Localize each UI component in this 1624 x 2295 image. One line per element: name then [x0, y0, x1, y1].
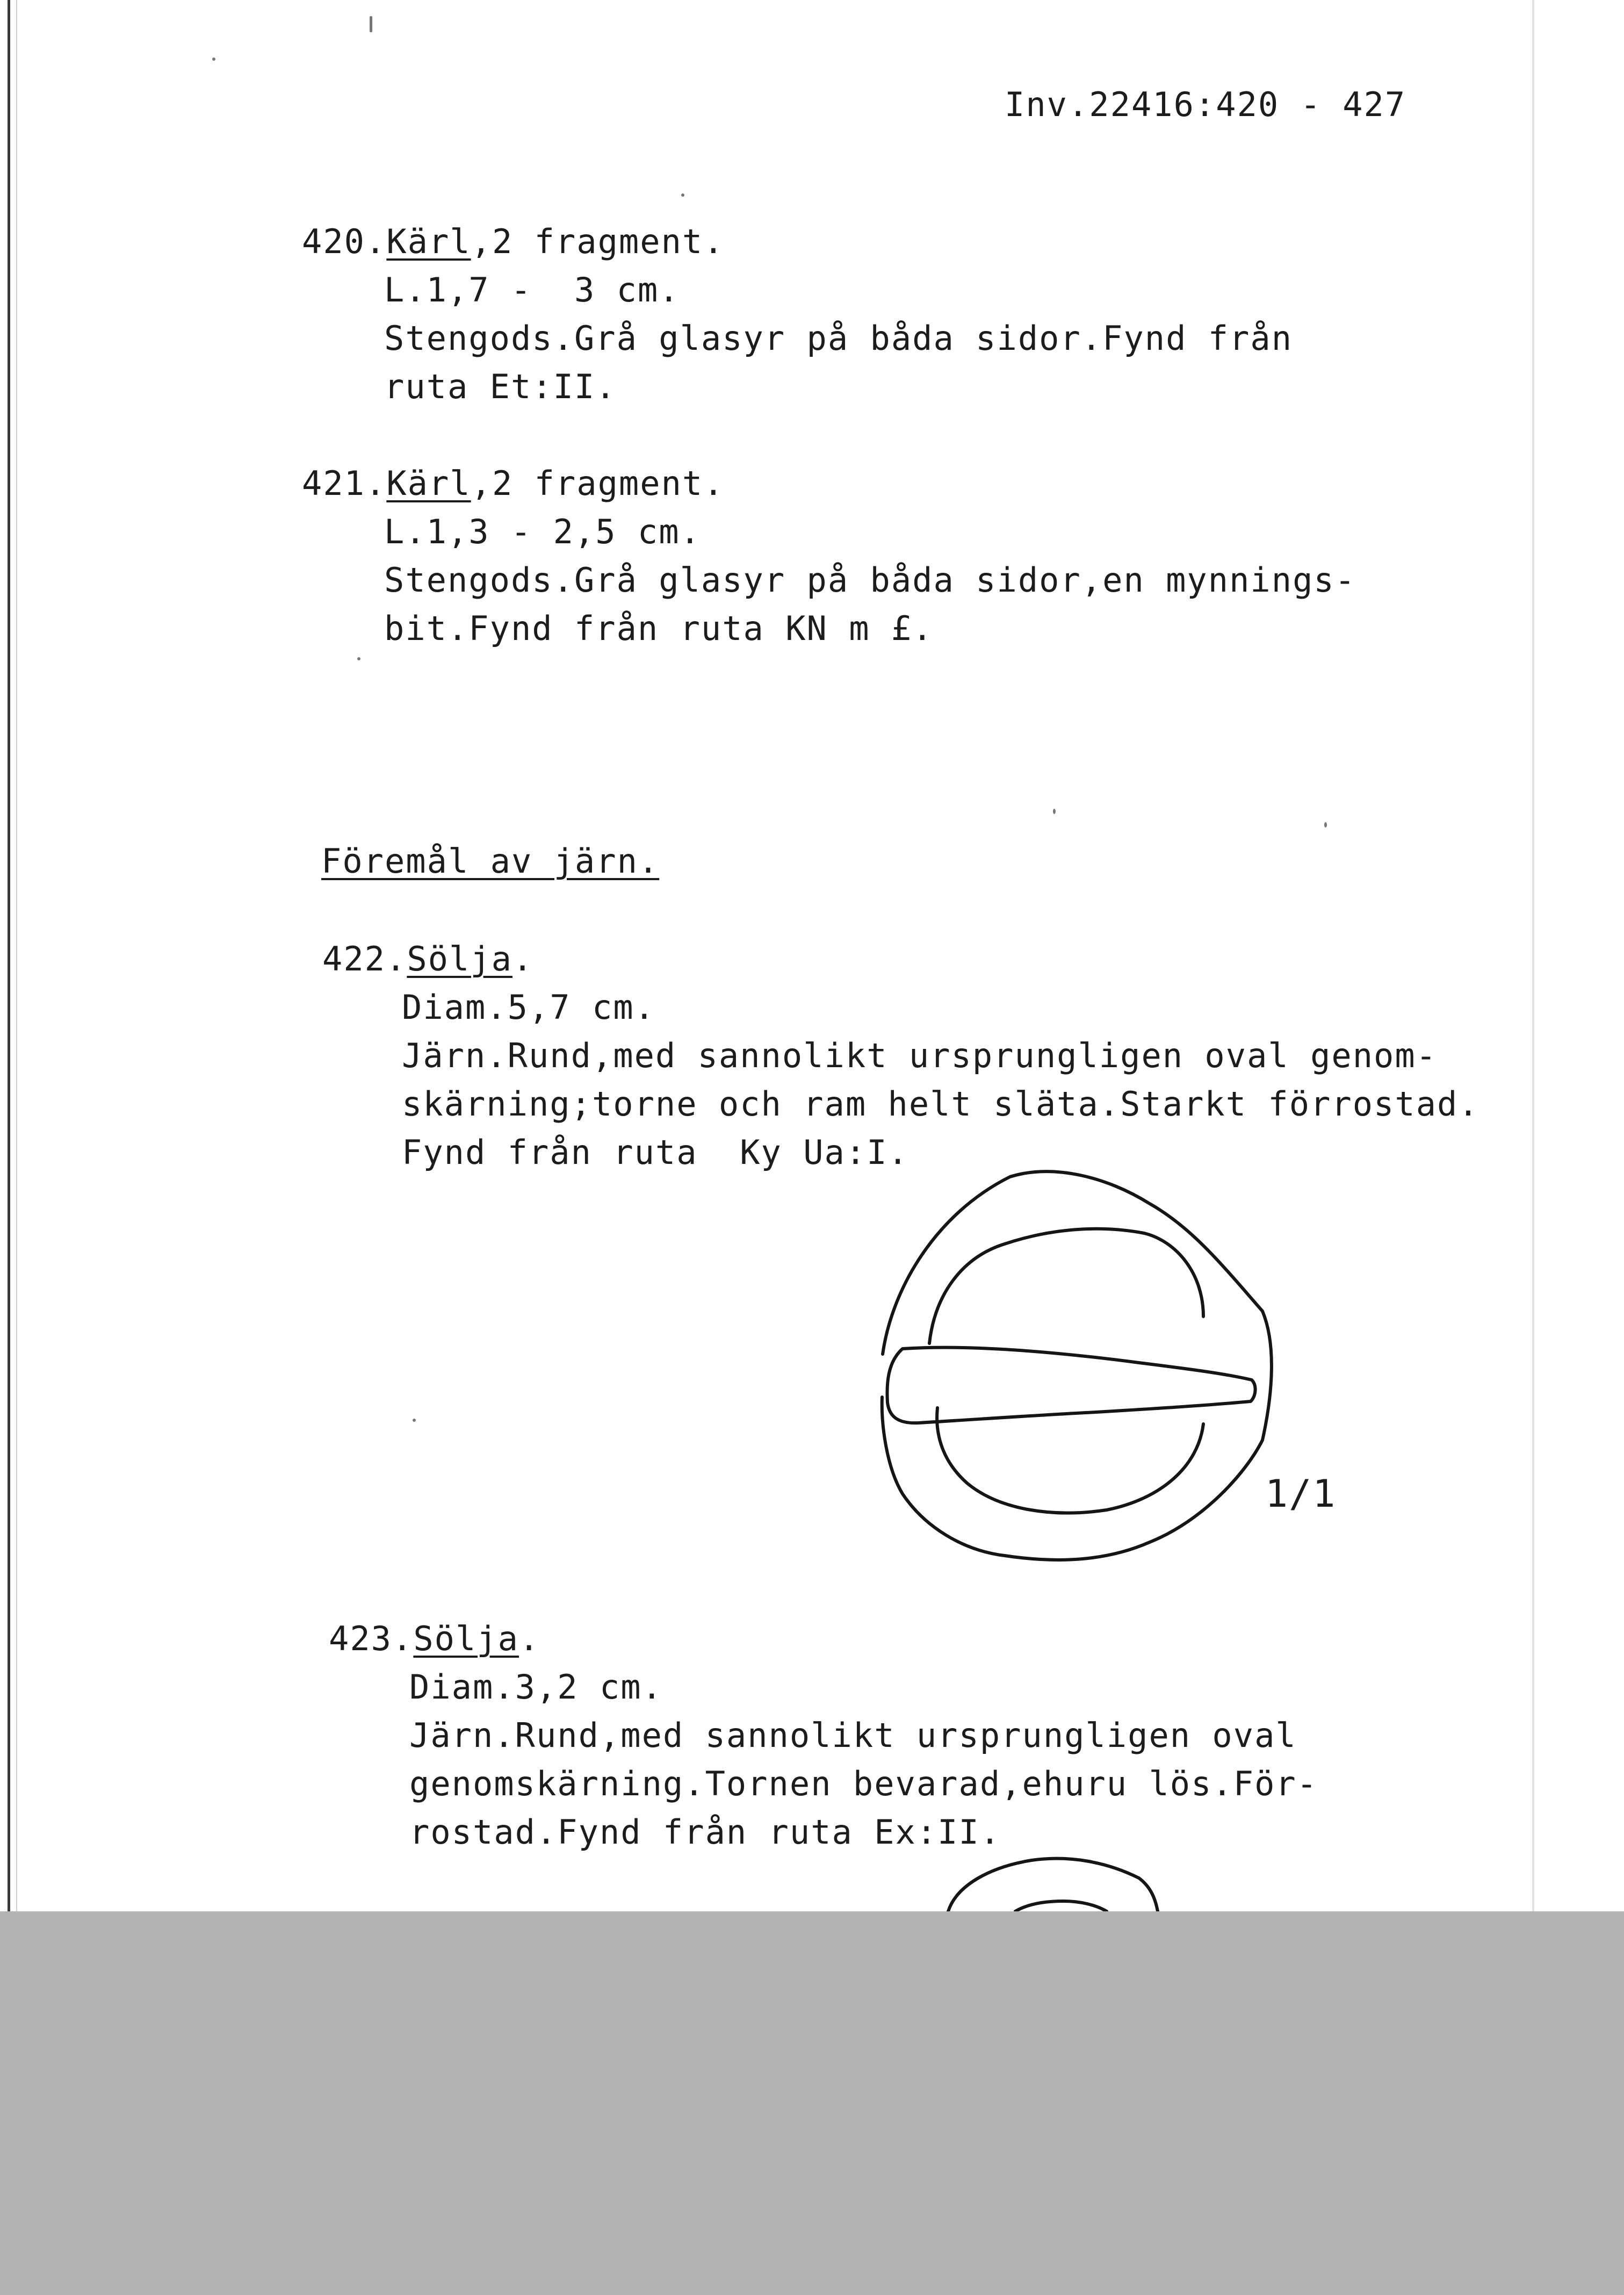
page-edge-right [1532, 0, 1534, 1911]
entry-title: Sölja [407, 939, 513, 979]
entry-423-description-line: Järn.Rund,med sannolikt ursprungligen oval [409, 1716, 1297, 1755]
entry-421-description-line: Stengods.Grå glasyr på båda sidor,en mynnings- [384, 560, 1356, 600]
entry-number: 420. [302, 222, 387, 261]
entry-title: Kärl [386, 222, 471, 261]
entry-423-description-line: genomskärning.Tornen bevarad,ehuru lös.För- [409, 1764, 1318, 1803]
entry-420-measure: L.1,7 - 3 cm. [384, 270, 680, 310]
entry-420-description-line: ruta Et:II. [384, 367, 617, 406]
scan-speck [681, 193, 684, 197]
entry-number: 423. [329, 1619, 414, 1658]
entry-suffix: . [512, 939, 534, 979]
buckle-tongue [887, 1348, 1255, 1423]
entry-420-description-line: Stengods.Grå glasyr på båda sidor.Fynd från [384, 319, 1293, 358]
entry-422-description-line: skärning;torne och ram helt släta.Starkt förrostad. [402, 1084, 1479, 1124]
entry-422-description-line: Järn.Rund,med sannolikt ursprungligen oval genom- [402, 1036, 1438, 1075]
buckle-outer-ring [948, 1859, 1158, 1911]
entry-422-description-line: Fynd från ruta Ky Ua:I. [402, 1133, 909, 1172]
scan-mark [370, 16, 372, 32]
entry-421-measure: L.1,3 - 2,5 cm. [384, 512, 701, 551]
page-edge-line [16, 0, 17, 1911]
scale-label: 1/1 [1265, 1472, 1337, 1516]
entry-title: Kärl [386, 464, 471, 503]
buckle-inner-ring [929, 1229, 1203, 1513]
inventory-number: Inv.22416:420 - 427 [1005, 85, 1406, 124]
scan-speck [1324, 822, 1327, 828]
entry-420-heading [302, 218, 725, 266]
entry-423-heading [329, 1615, 540, 1663]
entry-423-description-line: rostad.Fynd från ruta Ex:II. [409, 1812, 1001, 1852]
scan-speck [357, 657, 360, 660]
entry-suffix: . [518, 1619, 540, 1658]
buckle-drawing-partial [935, 1854, 1171, 1911]
scan-speck [212, 57, 215, 61]
entry-suffix: ,2 fragment. [471, 464, 725, 503]
entry-421-heading [302, 459, 725, 508]
page-edge-shadow [8, 0, 10, 1911]
entry-suffix: ,2 fragment. [471, 222, 725, 261]
entry-number: 422. [322, 939, 407, 979]
entry-423-measure: Diam.3,2 cm. [409, 1667, 663, 1707]
scan-speck [413, 1419, 416, 1422]
entry-422-measure: Diam.5,7 cm. [402, 988, 655, 1027]
entry-number: 421. [302, 464, 387, 503]
entry-421-description-line: bit.Fynd från ruta KN m £. [384, 609, 934, 648]
entry-title: Sölja [413, 1619, 519, 1658]
buckle-drawing [827, 1166, 1311, 1574]
entry-422-heading [322, 935, 533, 983]
scan-speck [1053, 809, 1056, 814]
section-heading: Föremål av järn. [321, 841, 660, 881]
buckle-inner-ring [1015, 1901, 1107, 1911]
